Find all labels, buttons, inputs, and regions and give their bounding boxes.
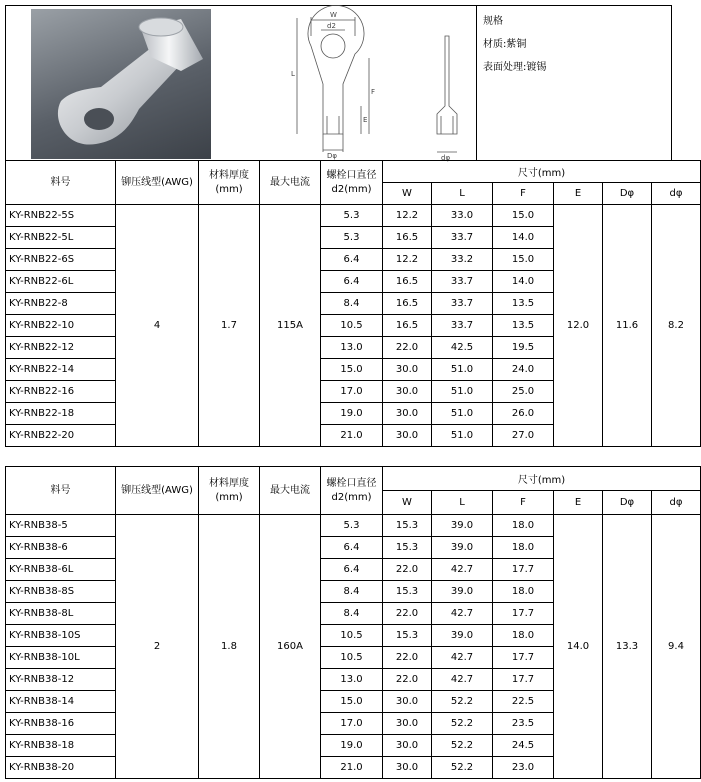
cell-l: 42.7 <box>432 603 493 625</box>
col-part: 料号 <box>6 161 116 205</box>
dim-e-label: E <box>363 116 368 124</box>
cell-part-number: KY-RNB38-18 <box>6 735 116 757</box>
col-l: L <box>432 491 493 515</box>
cell-d2: 8.4 <box>321 581 383 603</box>
col-e: E <box>554 491 603 515</box>
cell-l: 51.0 <box>432 425 493 447</box>
col-w: W <box>383 491 432 515</box>
cell-dphi: 11.6 <box>603 205 652 447</box>
cell-part-number: KY-RNB38-6 <box>6 537 116 559</box>
cell-f: 26.0 <box>493 403 554 425</box>
cell-f: 15.0 <box>493 205 554 227</box>
cell-l: 39.0 <box>432 625 493 647</box>
col-size: 尺寸(mm) <box>383 161 701 183</box>
col-small-dphi: dφ <box>652 491 701 515</box>
col-d2-line1: 螺栓口直径 <box>326 169 377 181</box>
col-w: W <box>383 183 432 205</box>
cell-w: 30.0 <box>383 381 432 403</box>
cell-part-number: KY-RNB38-12 <box>6 669 116 691</box>
cell-f: 18.0 <box>493 581 554 603</box>
cell-part-number: KY-RNB38-16 <box>6 713 116 735</box>
cell-l: 33.7 <box>432 227 493 249</box>
cell-l: 51.0 <box>432 359 493 381</box>
cell-w: 16.5 <box>383 227 432 249</box>
cell-w: 22.0 <box>383 647 432 669</box>
cell-l: 39.0 <box>432 515 493 537</box>
col-awg: 铆压线型(AWG) <box>116 467 199 515</box>
dim-f-label: F <box>371 88 376 96</box>
cell-d2: 6.4 <box>321 537 383 559</box>
cell-part-number: KY-RNB22-10 <box>6 315 116 337</box>
dim-small-dphi-label: dφ <box>441 154 451 162</box>
cell-w: 15.3 <box>383 625 432 647</box>
cell-part-number: KY-RNB38-14 <box>6 691 116 713</box>
col-l: L <box>432 183 493 205</box>
ring-terminal-photo <box>31 9 211 159</box>
technical-drawing <box>211 6 476 160</box>
col-d2-line2: d2(mm) <box>331 183 372 195</box>
cell-f: 14.0 <box>493 271 554 293</box>
cell-w: 22.0 <box>383 337 432 359</box>
cell-awg: 2 <box>116 515 199 779</box>
cell-current: 160A <box>260 515 321 779</box>
cell-d2: 15.0 <box>321 691 383 713</box>
col-thickness <box>199 467 260 515</box>
spec-table-rnb22 <box>5 160 701 447</box>
cell-l: 42.7 <box>432 559 493 581</box>
cell-part-number: KY-RNB38-5 <box>6 515 116 537</box>
cell-f: 18.0 <box>493 537 554 559</box>
cell-w: 30.0 <box>383 425 432 447</box>
cell-thickness: 1.8 <box>199 515 260 779</box>
cell-l: 33.0 <box>432 205 493 227</box>
cell-part-number: KY-RNB22-6L <box>6 271 116 293</box>
dim-dphi-label: Dφ <box>327 152 338 160</box>
cell-part-number: KY-RNB38-10L <box>6 647 116 669</box>
cell-part-number: KY-RNB22-12 <box>6 337 116 359</box>
cell-f: 23.0 <box>493 757 554 779</box>
ring-terminal-image <box>31 9 211 159</box>
cell-f: 15.0 <box>493 249 554 271</box>
cell-l: 52.2 <box>432 757 493 779</box>
cell-f: 17.7 <box>493 647 554 669</box>
cell-d2: 17.0 <box>321 381 383 403</box>
cell-small-dphi: 9.4 <box>652 515 701 779</box>
col-d2 <box>321 161 383 205</box>
cell-w: 30.0 <box>383 403 432 425</box>
cell-w: 16.5 <box>383 293 432 315</box>
dimension-drawing <box>211 6 476 160</box>
cell-d2: 21.0 <box>321 757 383 779</box>
cell-f: 17.7 <box>493 603 554 625</box>
cell-f: 18.0 <box>493 515 554 537</box>
cell-w: 22.0 <box>383 603 432 625</box>
cell-part-number: KY-RNB22-18 <box>6 403 116 425</box>
cell-l: 51.0 <box>432 381 493 403</box>
dim-l-label: L <box>291 70 295 78</box>
cell-l: 51.0 <box>432 403 493 425</box>
cell-awg: 4 <box>116 205 199 447</box>
cell-w: 22.0 <box>383 669 432 691</box>
cell-d2: 5.3 <box>321 205 383 227</box>
col-thickness-line2: (mm) <box>215 183 243 195</box>
col-f: F <box>493 491 554 515</box>
col-d2-line1: 螺栓口直径 <box>326 477 377 489</box>
cell-small-dphi: 8.2 <box>652 205 701 447</box>
cell-f: 25.0 <box>493 381 554 403</box>
col-f: F <box>493 183 554 205</box>
cell-w: 15.3 <box>383 581 432 603</box>
cell-l: 33.7 <box>432 315 493 337</box>
cell-current: 115A <box>260 205 321 447</box>
dim-d2-label: d2 <box>327 22 336 30</box>
cell-d2: 15.0 <box>321 359 383 381</box>
col-e: E <box>554 183 603 205</box>
cell-d2: 21.0 <box>321 425 383 447</box>
cell-d2: 10.5 <box>321 625 383 647</box>
cell-f: 22.5 <box>493 691 554 713</box>
cell-f: 24.5 <box>493 735 554 757</box>
product-header <box>5 5 672 161</box>
cell-d2: 6.4 <box>321 559 383 581</box>
cell-w: 30.0 <box>383 735 432 757</box>
cell-part-number: KY-RNB38-20 <box>6 757 116 779</box>
col-size: 尺寸(mm) <box>383 467 701 491</box>
cell-w: 30.0 <box>383 359 432 381</box>
cell-l: 39.0 <box>432 581 493 603</box>
col-awg: 铆压线型(AWG) <box>116 161 199 205</box>
cell-dphi: 13.3 <box>603 515 652 779</box>
cell-d2: 19.0 <box>321 403 383 425</box>
spec-table-rnb38 <box>5 466 701 779</box>
cell-part-number: KY-RNB38-8L <box>6 603 116 625</box>
cell-f: 17.7 <box>493 669 554 691</box>
spec-material: 材质:紫铜 <box>483 39 527 50</box>
cell-l: 33.2 <box>432 249 493 271</box>
cell-f: 13.5 <box>493 315 554 337</box>
cell-d2: 6.4 <box>321 249 383 271</box>
col-thickness-line2: (mm) <box>215 491 243 503</box>
cell-d2: 8.4 <box>321 603 383 625</box>
cell-l: 52.2 <box>432 713 493 735</box>
col-thickness-line1: 材料厚度 <box>209 477 249 489</box>
cell-w: 12.2 <box>383 205 432 227</box>
cell-l: 42.7 <box>432 647 493 669</box>
table-row <box>6 205 701 227</box>
spec-surface: 表面处理:镀锡 <box>483 62 547 73</box>
cell-d2: 6.4 <box>321 271 383 293</box>
col-current: 最大电流 <box>260 161 321 205</box>
cell-thickness: 1.7 <box>199 205 260 447</box>
dim-w-label: W <box>330 11 337 19</box>
cell-d2: 10.5 <box>321 315 383 337</box>
cell-part-number: KY-RNB22-14 <box>6 359 116 381</box>
cell-part-number: KY-RNB22-6S <box>6 249 116 271</box>
cell-d2: 13.0 <box>321 669 383 691</box>
cell-f: 27.0 <box>493 425 554 447</box>
cell-w: 15.3 <box>383 537 432 559</box>
col-thickness <box>199 161 260 205</box>
col-dphi: Dφ <box>603 491 652 515</box>
cell-w: 12.2 <box>383 249 432 271</box>
cell-l: 42.5 <box>432 337 493 359</box>
cell-w: 30.0 <box>383 757 432 779</box>
cell-e: 14.0 <box>554 515 603 779</box>
cell-d2: 5.3 <box>321 227 383 249</box>
cell-part-number: KY-RNB38-6L <box>6 559 116 581</box>
table-row <box>6 515 701 537</box>
cell-f: 17.7 <box>493 559 554 581</box>
cell-l: 52.2 <box>432 691 493 713</box>
cell-f: 24.0 <box>493 359 554 381</box>
cell-w: 30.0 <box>383 713 432 735</box>
col-dphi: Dφ <box>603 183 652 205</box>
cell-part-number: KY-RNB38-10S <box>6 625 116 647</box>
cell-d2: 5.3 <box>321 515 383 537</box>
col-part: 料号 <box>6 467 116 515</box>
col-thickness-line1: 材料厚度 <box>209 169 249 181</box>
col-d2-line2: d2(mm) <box>331 491 372 503</box>
cell-e: 12.0 <box>554 205 603 447</box>
cell-w: 15.3 <box>383 515 432 537</box>
cell-part-number: KY-RNB38-8S <box>6 581 116 603</box>
cell-d2: 19.0 <box>321 735 383 757</box>
cell-l: 33.7 <box>432 293 493 315</box>
col-small-dphi: dφ <box>652 183 701 205</box>
cell-part-number: KY-RNB22-20 <box>6 425 116 447</box>
cell-f: 18.0 <box>493 625 554 647</box>
cell-w: 16.5 <box>383 315 432 337</box>
cell-f: 23.5 <box>493 713 554 735</box>
cell-f: 19.5 <box>493 337 554 359</box>
cell-w: 30.0 <box>383 691 432 713</box>
cell-part-number: KY-RNB22-16 <box>6 381 116 403</box>
col-d2 <box>321 467 383 515</box>
cell-d2: 8.4 <box>321 293 383 315</box>
cell-w: 16.5 <box>383 271 432 293</box>
col-current: 最大电流 <box>260 467 321 515</box>
cell-l: 42.7 <box>432 669 493 691</box>
spec-title: 规格 <box>483 16 503 27</box>
cell-d2: 10.5 <box>321 647 383 669</box>
cell-l: 52.2 <box>432 735 493 757</box>
spec-info <box>476 6 672 160</box>
cell-f: 14.0 <box>493 227 554 249</box>
cell-part-number: KY-RNB22-8 <box>6 293 116 315</box>
cell-d2: 13.0 <box>321 337 383 359</box>
cell-f: 13.5 <box>493 293 554 315</box>
cell-l: 33.7 <box>432 271 493 293</box>
cell-part-number: KY-RNB22-5L <box>6 227 116 249</box>
cell-part-number: KY-RNB22-5S <box>6 205 116 227</box>
cell-d2: 17.0 <box>321 713 383 735</box>
cell-l: 39.0 <box>432 537 493 559</box>
cell-w: 22.0 <box>383 559 432 581</box>
